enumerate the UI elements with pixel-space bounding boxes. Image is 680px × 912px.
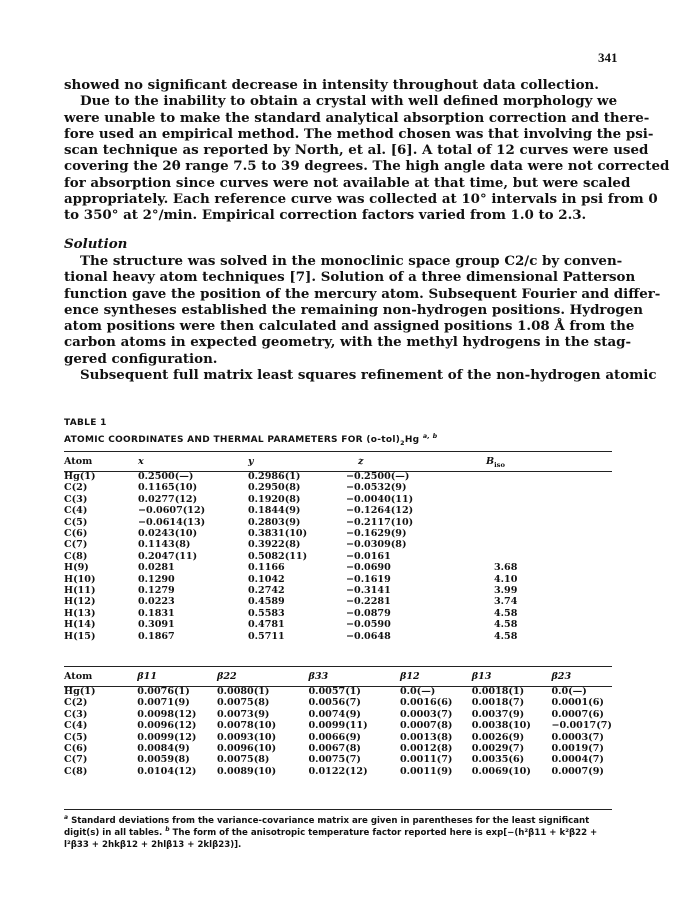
header-z: z bbox=[358, 456, 364, 467]
atom-label-cell: C(8) bbox=[64, 765, 88, 777]
value-cell: 0.0099(11) bbox=[308, 720, 368, 732]
value-cell: −0.2500(—) bbox=[346, 471, 410, 482]
value-cell: −0.0161 bbox=[346, 550, 391, 562]
value-cell: 0.0067(8) bbox=[308, 743, 361, 755]
value-cell: 3.74 bbox=[494, 596, 518, 608]
thermal-body bbox=[64, 686, 612, 777]
table-row bbox=[64, 494, 612, 505]
value-cell: 0.0057(1) bbox=[308, 686, 361, 697]
value-cell: 0.0069(10) bbox=[471, 765, 531, 777]
value-cell: 0.0(—) bbox=[399, 686, 436, 697]
atom-label-cell: C(4) bbox=[64, 720, 88, 732]
value-cell: 0.3091 bbox=[138, 619, 175, 631]
atom-label-cell: H(9) bbox=[64, 562, 89, 574]
value-cell: 0.1920(8) bbox=[248, 493, 301, 505]
value-cell: −0.0879 bbox=[346, 607, 391, 619]
atom-label-cell: C(3) bbox=[64, 493, 88, 505]
value-cell: 0.0007(6) bbox=[551, 708, 604, 720]
value-cell: 0.4589 bbox=[248, 596, 285, 608]
footnote-a: Standard deviations from the variance-covariance matrix are given in parentheses for the least significant digit(s) in all tables. bbox=[64, 816, 590, 838]
value-cell: 0.0277(12) bbox=[138, 493, 198, 505]
value-cell: 0.0013(8) bbox=[399, 731, 453, 743]
footnote-a-mark: a bbox=[64, 814, 69, 822]
solution-paragraph bbox=[64, 253, 661, 384]
value-cell: −0.2281 bbox=[346, 596, 391, 608]
text-line: gered configuration. bbox=[64, 350, 218, 367]
header-beta22: β22 bbox=[217, 671, 237, 682]
value-cell: 0.0018(7) bbox=[471, 697, 525, 709]
text-line: carbon atoms in expected geometry, with the methyl hydrogens in the stag- bbox=[64, 334, 632, 351]
header-rule bbox=[64, 686, 612, 687]
value-cell: 4.58 bbox=[494, 630, 518, 642]
table-row bbox=[64, 471, 612, 482]
table-top-rule bbox=[64, 451, 612, 452]
table-row bbox=[64, 596, 612, 607]
header-biso-sub: iso bbox=[494, 460, 505, 469]
table-title-sup: a, b bbox=[422, 433, 438, 440]
value-cell: 0.0122(12) bbox=[308, 765, 368, 777]
atom-label-cell: H(14) bbox=[64, 619, 96, 631]
header-beta23: β23 bbox=[551, 671, 572, 682]
atom-label-cell: H(11) bbox=[64, 585, 96, 597]
value-cell: 0.0004(7) bbox=[551, 754, 604, 766]
value-cell: 4.58 bbox=[494, 619, 518, 631]
section-heading: Solution bbox=[64, 236, 128, 252]
atom-label-cell: C(2) bbox=[64, 482, 88, 494]
value-cell bbox=[486, 517, 612, 528]
atom-label-cell: H(13) bbox=[64, 607, 96, 619]
header-biso bbox=[486, 453, 612, 471]
value-cell: −0.0309(8) bbox=[346, 539, 407, 551]
table-row bbox=[64, 631, 612, 642]
value-cell: 0.0075(8) bbox=[217, 697, 270, 709]
value-cell: 0.0084(9) bbox=[137, 743, 190, 755]
header-beta11: β11 bbox=[137, 671, 158, 682]
text-line: atom positions were then calculated and assigned positions 1.08 Å from the bbox=[64, 318, 635, 335]
value-cell: 0.1279 bbox=[138, 585, 175, 597]
header-beta12: β12 bbox=[399, 671, 420, 682]
value-cell: 0.0075(8) bbox=[217, 754, 270, 766]
text-line: to 350° at 2°/min. Empirical correction factors varied from 1.0 to 2.3. bbox=[64, 207, 587, 224]
value-cell: 0.0029(7) bbox=[471, 743, 525, 755]
value-cell: −0.0040(11) bbox=[346, 493, 414, 505]
atom-label-cell: C(5) bbox=[64, 516, 88, 528]
table-row bbox=[64, 585, 612, 596]
table-row bbox=[64, 528, 612, 539]
table-row bbox=[64, 766, 612, 777]
value-cell: 0.0003(7) bbox=[551, 731, 604, 743]
value-cell bbox=[486, 494, 612, 505]
value-cell: −0.0590 bbox=[346, 619, 391, 631]
value-cell: −0.2117(10) bbox=[346, 516, 414, 528]
table-bottom-rule bbox=[64, 809, 612, 810]
atom-label-cell: C(3) bbox=[64, 708, 88, 720]
text-line: fore used an empirical method. The method chosen was that involving the psi- bbox=[64, 125, 654, 142]
table-header-row bbox=[64, 668, 612, 686]
atom-label-cell: H(15) bbox=[64, 630, 96, 642]
table-title bbox=[64, 435, 437, 445]
table-title-sub: 2 bbox=[400, 439, 405, 447]
paragraph-1 bbox=[64, 77, 670, 224]
value-cell: 0.0003(7) bbox=[399, 708, 453, 720]
value-cell: 0.0080(1) bbox=[217, 686, 270, 697]
value-cell bbox=[486, 539, 612, 550]
table-title-main: ATOMIC COORDINATES AND THERMAL PARAMETERS FOR (o-tol) bbox=[64, 435, 401, 445]
text-line: ence syntheses established the remaining non-hydrogen positions. Hydrogen bbox=[64, 301, 644, 318]
atom-label-cell: Hg(1) bbox=[64, 686, 96, 697]
atom-label-cell: C(7) bbox=[64, 539, 88, 551]
value-cell: 0.1143(8) bbox=[138, 539, 191, 551]
header-atom: Atom bbox=[64, 671, 93, 682]
value-cell: 0.1844(9) bbox=[248, 505, 301, 517]
value-cell: 0.0019(7) bbox=[551, 743, 604, 755]
value-cell: 0.0089(10) bbox=[217, 765, 277, 777]
text-line: scan technique as reported by North, et al. [6]. A total of 12 curves were used bbox=[64, 142, 649, 159]
value-cell: 0.2742 bbox=[248, 585, 285, 597]
value-cell: 0.5082(11) bbox=[248, 550, 308, 562]
value-cell: 0.4781 bbox=[248, 619, 285, 631]
value-cell: 0.0012(8) bbox=[399, 743, 453, 755]
value-cell: −0.3141 bbox=[346, 585, 391, 597]
text-line: were unable to make the standard analytical absorption correction and there- bbox=[64, 109, 650, 126]
value-cell: 0.0011(9) bbox=[399, 765, 453, 777]
value-cell: 0.0223 bbox=[138, 596, 175, 608]
atom-label-cell: C(4) bbox=[64, 505, 88, 517]
header-beta13: β13 bbox=[471, 671, 492, 682]
text-line: tional heavy atom techniques [7]. Solution of a three dimensional Patterson bbox=[64, 269, 636, 286]
table-row bbox=[64, 574, 612, 585]
value-cell: 0.5711 bbox=[248, 630, 285, 642]
atom-label-cell: Hg(1) bbox=[64, 471, 96, 482]
value-cell: 0.0093(10) bbox=[217, 731, 277, 743]
header-x: x bbox=[138, 456, 144, 467]
value-cell: 0.0056(7) bbox=[308, 697, 361, 709]
text-line: for absorption since curves were not available at that time, but were scaled bbox=[64, 174, 631, 191]
value-cell: 0.0011(7) bbox=[399, 754, 453, 766]
value-cell: 0.0076(1) bbox=[137, 686, 190, 697]
header-atom: Atom bbox=[64, 456, 93, 467]
value-cell: 0.1831 bbox=[138, 607, 175, 619]
text-line: covering the 2θ range 7.5 to 39 degrees. The high angle data were not corrected bbox=[64, 158, 670, 175]
value-cell: −0.1629(9) bbox=[346, 528, 407, 540]
atom-label-cell: H(12) bbox=[64, 596, 96, 608]
value-cell: −0.0648 bbox=[346, 630, 391, 642]
coordinates-body bbox=[64, 471, 612, 642]
value-cell: −0.0607(12) bbox=[138, 505, 206, 517]
value-cell: 0.0007(9) bbox=[551, 765, 604, 777]
value-cell: 0.0071(9) bbox=[137, 697, 190, 709]
table-row bbox=[64, 720, 612, 731]
value-cell: 0.0026(9) bbox=[471, 731, 525, 743]
value-cell: 0.0035(6) bbox=[471, 754, 525, 766]
table-row bbox=[64, 709, 612, 720]
value-cell: −0.0017(7) bbox=[551, 720, 612, 732]
table-row bbox=[64, 619, 612, 630]
value-cell: −0.0532(9) bbox=[346, 482, 407, 494]
table-label: TABLE 1 bbox=[64, 418, 107, 428]
table-row bbox=[64, 732, 612, 743]
value-cell: 3.68 bbox=[494, 562, 518, 574]
value-cell: 0.0018(1) bbox=[471, 686, 525, 697]
value-cell: 0.3922(8) bbox=[248, 539, 301, 551]
value-cell: 0.0037(9) bbox=[471, 708, 525, 720]
atom-label-cell: C(6) bbox=[64, 743, 88, 755]
value-cell: 0.0104(12) bbox=[137, 765, 197, 777]
value-cell: −0.0690 bbox=[346, 562, 391, 574]
value-cell: −0.1619 bbox=[346, 573, 391, 585]
header-beta33: β33 bbox=[308, 671, 329, 682]
value-cell: 0.1166 bbox=[248, 562, 285, 574]
value-cell: 0.2803(9) bbox=[248, 516, 301, 528]
value-cell bbox=[486, 471, 612, 482]
atom-label-cell: C(2) bbox=[64, 697, 88, 709]
value-cell: 0.0066(9) bbox=[308, 731, 361, 743]
header-y: y bbox=[248, 456, 254, 467]
value-cell: 0.2047(11) bbox=[138, 550, 198, 562]
value-cell: 0.0075(7) bbox=[308, 754, 361, 766]
value-cell: 0.0074(9) bbox=[308, 708, 361, 720]
value-cell: 4.58 bbox=[494, 607, 518, 619]
header-rule bbox=[64, 471, 612, 472]
value-cell bbox=[486, 528, 612, 539]
table-title-end: Hg bbox=[404, 435, 420, 445]
value-cell: 0.1290 bbox=[138, 573, 175, 585]
value-cell: 0.0073(9) bbox=[217, 708, 270, 720]
coordinates-table bbox=[64, 453, 612, 642]
value-cell: 0.0038(10) bbox=[471, 720, 531, 732]
value-cell: −0.0614(13) bbox=[138, 516, 206, 528]
table-row bbox=[64, 608, 612, 619]
value-cell bbox=[486, 482, 612, 493]
atom-label-cell: C(8) bbox=[64, 550, 88, 562]
table-mid-rule bbox=[64, 666, 612, 667]
value-cell: 0.1042 bbox=[248, 573, 285, 585]
value-cell: 0.0007(8) bbox=[399, 720, 453, 732]
atom-label-cell: C(5) bbox=[64, 731, 88, 743]
table-row bbox=[64, 697, 612, 708]
value-cell: 0.5583 bbox=[248, 607, 285, 619]
text-line: The structure was solved in the monoclinic space group C2/c by conven- bbox=[80, 253, 623, 269]
atom-label-cell: C(6) bbox=[64, 528, 88, 540]
table-row bbox=[64, 743, 612, 754]
table-header-row bbox=[64, 453, 612, 471]
footnote-b-mark: b bbox=[165, 826, 170, 834]
page-number: 341 bbox=[598, 50, 618, 65]
text-line: Subsequent full matrix least squares refinement of the non-hydrogen atomic bbox=[80, 367, 657, 384]
thermal-parameters-table bbox=[64, 668, 612, 777]
value-cell: 0.2500(—) bbox=[138, 471, 194, 482]
value-cell: 3.99 bbox=[494, 585, 518, 597]
table-row bbox=[64, 517, 612, 528]
value-cell: 0.0096(10) bbox=[217, 743, 277, 755]
table-row bbox=[64, 482, 612, 493]
value-cell bbox=[486, 505, 612, 516]
value-cell: 0.0281 bbox=[138, 562, 175, 574]
value-cell: 0.0243(10) bbox=[138, 528, 198, 540]
text-line: appropriately. Each reference curve was collected at 10° intervals in psi from 0 bbox=[64, 191, 658, 208]
table-row bbox=[64, 505, 612, 516]
text-line: showed no significant decrease in intensity throughout data collection. bbox=[64, 77, 599, 93]
text-line: Due to the inability to obtain a crystal with well defined morphology we bbox=[80, 93, 618, 110]
value-cell: 0.0001(6) bbox=[551, 697, 604, 709]
table-row bbox=[64, 686, 612, 697]
table-row bbox=[64, 551, 612, 562]
value-cell: 0.0098(12) bbox=[137, 708, 197, 720]
value-cell: 0.0099(12) bbox=[137, 731, 197, 743]
value-cell: 0.2950(8) bbox=[248, 482, 301, 494]
value-cell: 0.0096(12) bbox=[137, 720, 197, 732]
value-cell: 0.1867 bbox=[138, 630, 175, 642]
value-cell: 0.0078(10) bbox=[217, 720, 277, 732]
value-cell: 4.10 bbox=[494, 573, 518, 585]
atom-label-cell: H(10) bbox=[64, 573, 96, 585]
table-footnotes bbox=[64, 815, 620, 851]
table-row bbox=[64, 539, 612, 550]
footnote-b: The form of the anisotropic temperature factor reported here is exp[−(h²β11 + k²β22 + l²β33 + 2hkβ12 + 2hlβ13 + 2klβ23)]. bbox=[64, 828, 598, 850]
value-cell: 0.0059(8) bbox=[137, 754, 190, 766]
text-line: function gave the position of the mercury atom. Subsequent Fourier and differ- bbox=[64, 285, 661, 302]
table-row bbox=[64, 562, 612, 573]
value-cell: 0.0016(6) bbox=[399, 697, 453, 709]
value-cell bbox=[486, 551, 612, 562]
atom-label-cell: C(7) bbox=[64, 754, 88, 766]
value-cell: 0.0(—) bbox=[551, 686, 587, 697]
table-row bbox=[64, 754, 612, 765]
header-biso-b: B bbox=[486, 456, 495, 467]
value-cell: −0.1264(12) bbox=[346, 505, 414, 517]
value-cell: 0.1165(10) bbox=[138, 482, 198, 494]
value-cell: 0.2986(1) bbox=[248, 471, 301, 482]
value-cell: 0.3831(10) bbox=[248, 528, 308, 540]
